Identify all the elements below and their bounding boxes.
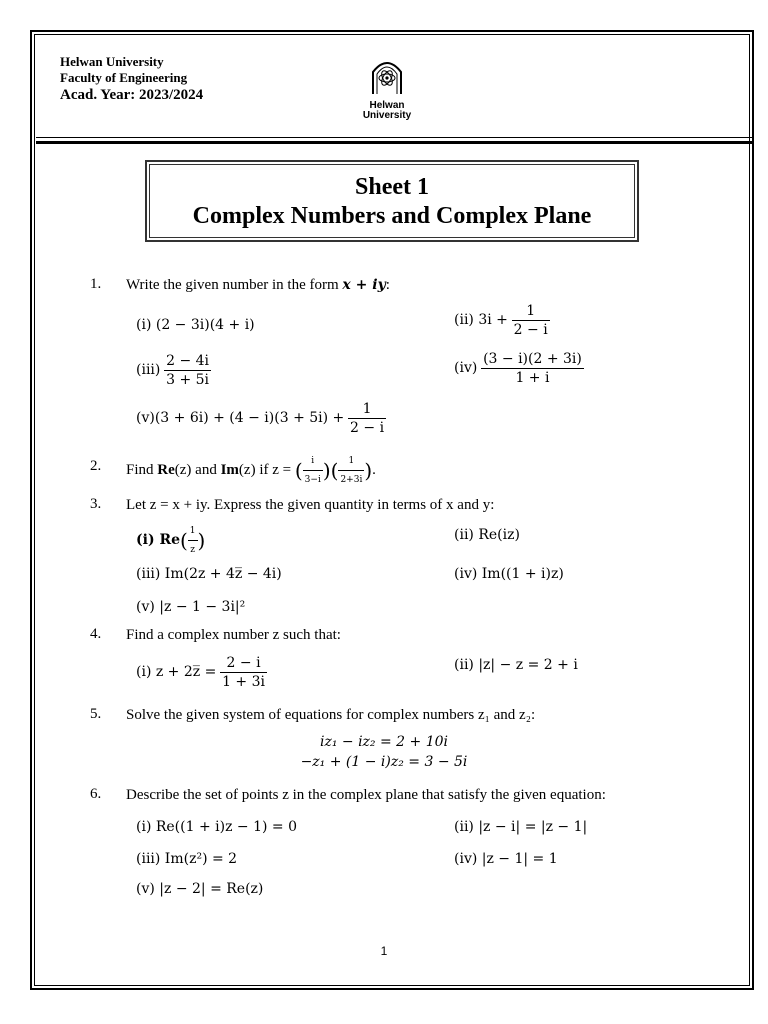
q5-equation-1: iz₁ − iz₂ = 2 + 10i [319, 734, 449, 750]
q5-number: 5. [90, 706, 102, 722]
logo-text-line1: Helwan [369, 100, 405, 111]
q1-v-label: (v)(3 + 6i) + (4 − i)(3 + 5i) + [136, 409, 345, 426]
q1-part-iii [136, 352, 211, 389]
q2-paren-close-2: ) [364, 458, 373, 483]
q1-iv-num: (3 − i)(2 + 3i) [483, 351, 582, 367]
q3-i-paren-close: ) [197, 528, 206, 553]
q3-i-label: (i) Re [136, 531, 180, 548]
q2-f2-num: 1 [348, 456, 355, 466]
q4-text: Find a complex number z such that: [126, 627, 341, 643]
q3-part-i [136, 522, 205, 559]
q2-prompt-b: (z) and [174, 461, 221, 478]
q1-iv-fraction [481, 350, 584, 387]
q4-number: 4. [90, 626, 102, 642]
q1-iv-den: 1 + i [481, 368, 584, 387]
q3-part-v: (v) |z − 1 − 3i|² [136, 599, 246, 615]
q1-iii-label: (iii) [136, 361, 161, 378]
q3-text: Let z = x + iy. Express the given quantity in terms of x and y: [126, 497, 495, 513]
q6-part-v: (v) |z − 2| = Re(z) [136, 881, 264, 897]
q4-part-i [136, 654, 267, 691]
q6-part-ii: (ii) |z − i| = |z − 1| [454, 819, 588, 835]
sheet-title: Sheet 1 [355, 174, 429, 200]
q1-v-num: 1 [362, 401, 372, 417]
q2-number: 2. [90, 458, 102, 474]
q2-paren-open-1: ( [294, 458, 303, 483]
sheet-subtitle: Complex Numbers and Complex Plane [192, 203, 592, 229]
q1-ii-fraction [512, 302, 550, 339]
q1-ii-label: (ii) 3i + [454, 311, 508, 328]
q4-i-label: (i) z + 2z̅ = [136, 663, 217, 680]
q2-fraction-2 [338, 452, 364, 489]
q2-paren-close-1: ) [322, 458, 331, 483]
q6-part-iv: (iv) |z − 1| = 1 [454, 851, 558, 867]
q2-prompt-c: (z) if z = [238, 461, 295, 478]
q1-part-i: (i) (2 − 3i)(4 + i) [136, 317, 255, 333]
q5-equation-2: −z₁ + (1 − i)z₂ = 3 − 5i [300, 754, 468, 770]
q3-part-iii: (iii) Im(2z + 4z̅ − 4i) [136, 566, 282, 582]
q3-part-iv: (iv) Im((1 + i)z) [454, 566, 564, 582]
faculty-name: Faculty of Engineering [60, 70, 188, 85]
q1-ii-den: 2 − i [513, 322, 548, 338]
logo-text-line2: University [362, 110, 412, 121]
university-name: Helwan University [60, 54, 164, 69]
q3-i-den: z [188, 540, 198, 559]
q4-i-num: 2 − i [226, 655, 261, 671]
q1-prompt: Write the given number in the form [126, 277, 343, 293]
q6-text: Describe the set of points z in the complex plane that satisfy the given equation: [126, 787, 606, 803]
q4-i-den: 1 + 3i [222, 674, 266, 690]
q1-number: 1. [90, 276, 102, 292]
header-divider-thick [36, 141, 754, 144]
q1-part-ii [454, 302, 550, 339]
q2-paren-open-2: ( [330, 458, 339, 483]
q6-part-iii: (iii) Im(z²) = 2 [136, 851, 238, 867]
q1-colon: : [385, 277, 390, 293]
q5-text: Solve the given system of equations for complex numbers z₁ and z₂: [126, 707, 536, 723]
academic-year: Acad. Year: 2023/2024 [60, 87, 204, 103]
q1-iii-num: 2 − 4i [166, 353, 210, 369]
q2-text: Find Re(z) and Im(z) if z = ( $\frac{i}{3-i}$ )( $\frac{1}{2+3i}$ ). [126, 452, 376, 489]
q1-part-iv [454, 350, 584, 387]
q1-iii-den: 3 + 5i [166, 372, 210, 388]
q2-re: Re [157, 461, 175, 478]
q2-f1-den: 3−i [303, 470, 323, 489]
q3-i-paren-open: ( [179, 528, 188, 553]
q4-part-ii: (ii) |z| − z = 2 + i [454, 657, 578, 673]
q1-part-v [136, 400, 386, 437]
q1-ii-num: 1 [526, 303, 536, 319]
q6-part-i: (i) Re((1 + i)z − 1) = 0 [136, 819, 297, 835]
header-divider-thin [36, 137, 754, 138]
university-logo [352, 56, 422, 120]
header-block [60, 54, 203, 103]
q1-iv-label: (iv) [454, 359, 478, 376]
q6-number: 6. [90, 786, 102, 802]
logo-emblem-icon [369, 56, 405, 96]
title-box [149, 164, 635, 238]
q3-i-fraction [188, 522, 198, 559]
q2-im: Im [220, 461, 239, 478]
q1-v-fraction [348, 400, 386, 437]
q3-part-ii: (ii) Re(iz) [454, 527, 520, 543]
page-number: 1 [380, 944, 388, 958]
q3-number: 3. [90, 496, 102, 512]
q1-form: x + iy [342, 277, 386, 293]
q2-fraction-1 [303, 452, 323, 489]
q4-i-fraction [220, 654, 267, 691]
q3-i-num: 1 [189, 526, 196, 536]
q1-iii-fraction [164, 352, 211, 389]
q2-prompt-a: Find [126, 461, 158, 478]
q2-f2-den: 2+3i [338, 470, 364, 489]
q1-v-den: 2 − i [350, 420, 385, 436]
q1-text [126, 276, 390, 294]
q2-f1-num: i [311, 456, 315, 466]
